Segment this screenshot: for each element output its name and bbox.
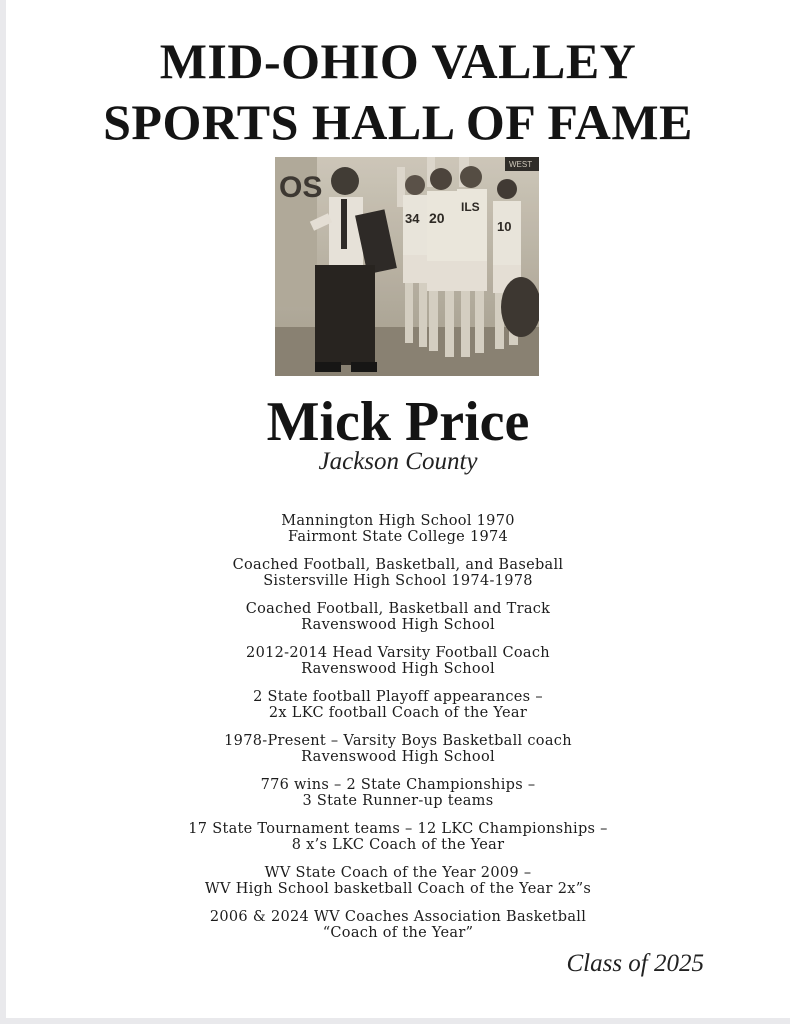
fact-line: “Coach of the Year” <box>322 924 474 941</box>
fact-line: Fairmont State College 1974 <box>287 528 509 545</box>
inductee-county: Jackson County <box>318 448 478 475</box>
svg-text:20: 20 <box>429 210 445 226</box>
fact-line: Coached Football, Basketball, and Baseball <box>232 557 564 573</box>
fact-line: Mannington High School 1970 <box>281 513 515 529</box>
fact-item <box>6 910 790 954</box>
fact-line: 3 State Runner-up teams <box>302 792 494 809</box>
hall-of-fame-page <box>6 0 790 1018</box>
svg-text:OS: OS <box>279 171 323 204</box>
fact-item <box>6 602 790 646</box>
fact-line: WV State Coach of the Year 2009 – <box>264 865 532 881</box>
inductee-name: Mick Price <box>266 391 530 453</box>
svg-text:ILS: ILS <box>461 200 480 214</box>
fact-item <box>6 514 790 558</box>
fact-line: 2 State football Playoff appearances – <box>253 689 543 705</box>
fact-line: 8 x’s LKC Coach of the Year <box>291 836 505 853</box>
fact-line: Coached Football, Basketball and Track <box>245 601 551 617</box>
fact-item <box>6 734 790 778</box>
fact-item <box>6 646 790 690</box>
fact-item <box>6 866 790 910</box>
fact-item <box>6 690 790 734</box>
fact-line: 2012-2014 Head Varsity Football Coach <box>246 645 550 661</box>
svg-text:WEST: WEST <box>509 160 533 169</box>
fact-line: 2006 & 2024 WV Coaches Association Basketball <box>209 909 587 925</box>
induction-class-label: Class of 2025 <box>566 950 704 977</box>
page-title-line-1: MID-OHIO VALLEY <box>159 33 637 89</box>
fact-item <box>6 558 790 602</box>
fact-line: 1978-Present – Varsity Boys Basketball coach <box>224 733 572 749</box>
fact-line: Ravenswood High School <box>301 616 495 633</box>
team-photo-image <box>275 157 539 376</box>
svg-text:10: 10 <box>497 219 512 234</box>
career-facts-list <box>6 514 790 954</box>
fact-item <box>6 778 790 822</box>
fact-line: 776 wins – 2 State Championships – <box>260 777 536 793</box>
page-title-line-2: SPORTS HALL OF FAME <box>103 94 693 150</box>
fact-line: 17 State Tournament teams – 12 LKC Championships – <box>188 821 608 837</box>
svg-text:34: 34 <box>405 211 420 226</box>
fact-item <box>6 822 790 866</box>
fact-line: Ravenswood High School <box>301 748 495 765</box>
fact-line: WV High School basketball Coach of the Year 2x”s <box>204 880 592 897</box>
fact-line: 2x LKC football Coach of the Year <box>268 704 528 721</box>
fact-line: Sistersville High School 1974-1978 <box>263 572 533 589</box>
fact-line: Ravenswood High School <box>301 660 495 677</box>
